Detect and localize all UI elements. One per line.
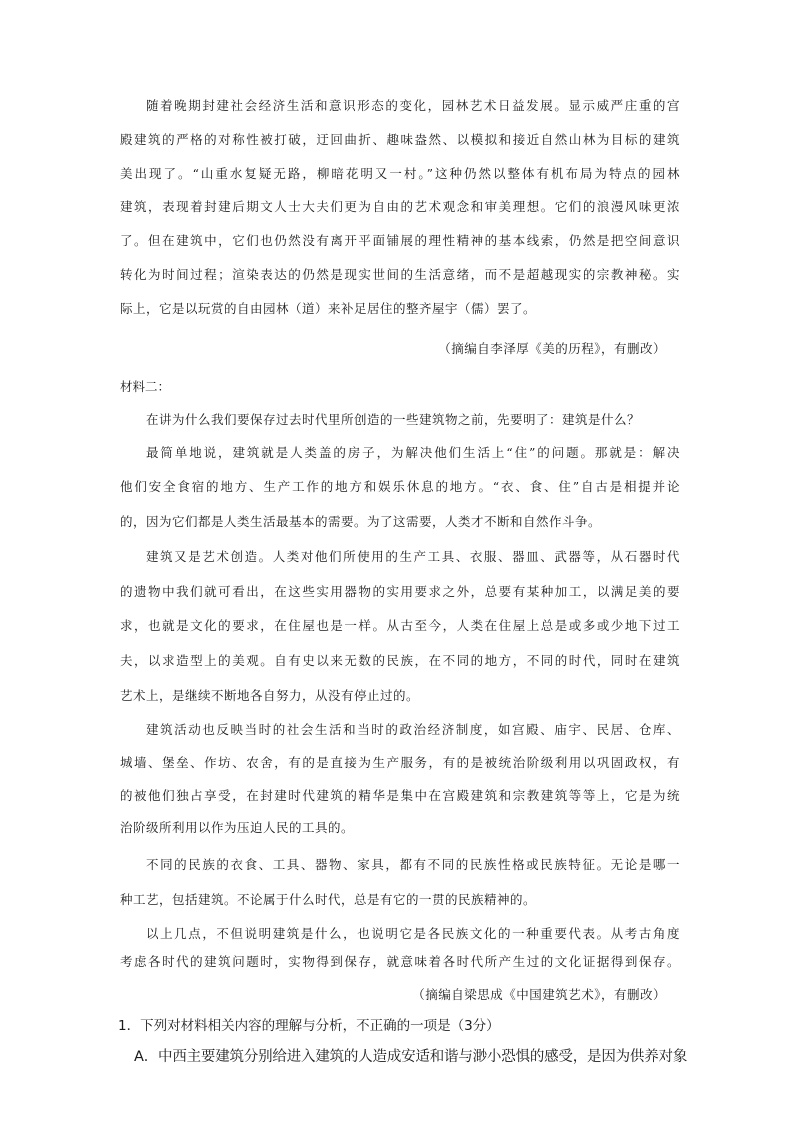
- text-line: 以上几点，不但说明建筑是什么，也说明它是各民族文化的一种重要代表。从考古角度: [146, 926, 680, 941]
- option-a: A．中西主要建筑分别给进入建筑的人造成安适和谐与渺小恐惧的感受，是因为供养对象: [134, 1049, 688, 1065]
- section-heading: 材料二：: [120, 379, 171, 394]
- source-citation: （摘编自李泽厚《美的历程》，有删改）: [438, 341, 666, 356]
- text-line: 了。但在建筑中，它们也仍然没有离开平面铺展的理性精神的基本线索，仍然是把空间意识: [120, 233, 680, 248]
- text-line: 的遗物中我们就可看出，在这些实用器物的实用要求之外，总要有某种加工，以满足美的要: [120, 584, 680, 599]
- text-line: 最简单地说，建筑就是人类盖的房子，为解决他们生活上“住”的问题。那就是：解决: [146, 445, 680, 460]
- text-line: 美出现了。“山重水复疑无路，柳暗花明又一村。”这种仍然以整体有机布局为特点的园林: [120, 166, 680, 181]
- text-line: 在讲为什么我们要保存过去时代里所创造的一些建筑物之前，先要明了：建筑是什么？: [146, 412, 641, 427]
- text-line: 的被他们独占享受，在封建时代建筑的精华是集中在宫殿建筑和宗教建筑等等上，它是为统: [120, 788, 680, 803]
- text-line: 殿建筑的严格的对称性被打破，迂回曲折、趣味盎然、以模拟和接近自然山林为目标的建筑: [120, 132, 680, 147]
- text-line: 求，也就是文化的要求，在住屋也是一样。从古至今，人类在住屋上总是或多或少地下过工: [120, 618, 680, 633]
- text-line: 随着晚期封建社会经济生活和意识形态的变化，园林艺术日益发展。显示威严庄重的宫: [146, 98, 680, 113]
- text-line: 建筑，表现着封建后期文人士大夫们更为自由的艺术观念和审美理想。它们的浪漫风味更浓: [120, 199, 680, 214]
- text-line: 不同的民族的衣食、工具、器物、家具，都有不同的民族性格或民族特征。无论是哪一: [146, 857, 680, 872]
- text-line: 治阶级所利用以作为压迫人民的工具的。: [120, 820, 355, 835]
- text-line: 夫，以求造型上的美观。自有史以来无数的民族，在不同的地方，不同的时代，同时在建筑: [120, 653, 680, 668]
- text-line: 城墙、堡垒、作坊、农舍，有的是直接为生产服务，有的是被统治阶级利用以巩固政权，有: [120, 755, 680, 770]
- question-stem: 1．下列对材料相关内容的理解与分析，不正确的一项是（3分）: [118, 1018, 500, 1034]
- text-line: 种工艺，包括建筑。不论属于什么时代，总是有它的一贯的民族精神的。: [120, 892, 537, 907]
- source-citation: （摘编自梁思成《中国建筑艺术》，有删改）: [412, 987, 666, 1002]
- text-line: 考虑各时代的建筑问题时，实物得到保存，就意味着各时代所产生过的文化证据得到保存。: [120, 954, 680, 969]
- text-line: 际上，它是以玩赏的自由园林（道）来补足居住的整齐屋宇（儒）罢了。: [120, 301, 537, 316]
- text-line: 他们安全食宿的地方、生产工作的地方和娱乐休息的地方。“衣、食、住”自古是相提并论: [120, 479, 680, 494]
- text-line: 的，因为它们都是人类生活最基本的需要。为了这需要，人类才不断和自然作斗争。: [120, 514, 602, 529]
- text-line: 建筑活动也反映当时的社会生活和当时的政治经济制度，如宫殿、庙宇、民居、仓库、: [146, 722, 680, 737]
- text-line: 转化为时间过程；渲染表达的仍然是现实世间的生活意绪，而不是超越现实的宗教神秘。实: [120, 267, 680, 282]
- text-line: 艺术上，是继续不断地各自努力，从没有停止过的。: [120, 688, 420, 703]
- text-line: 建筑又是艺术创造。人类对他们所使用的生产工具、衣服、器皿、武器等，从石器时代: [146, 549, 680, 564]
